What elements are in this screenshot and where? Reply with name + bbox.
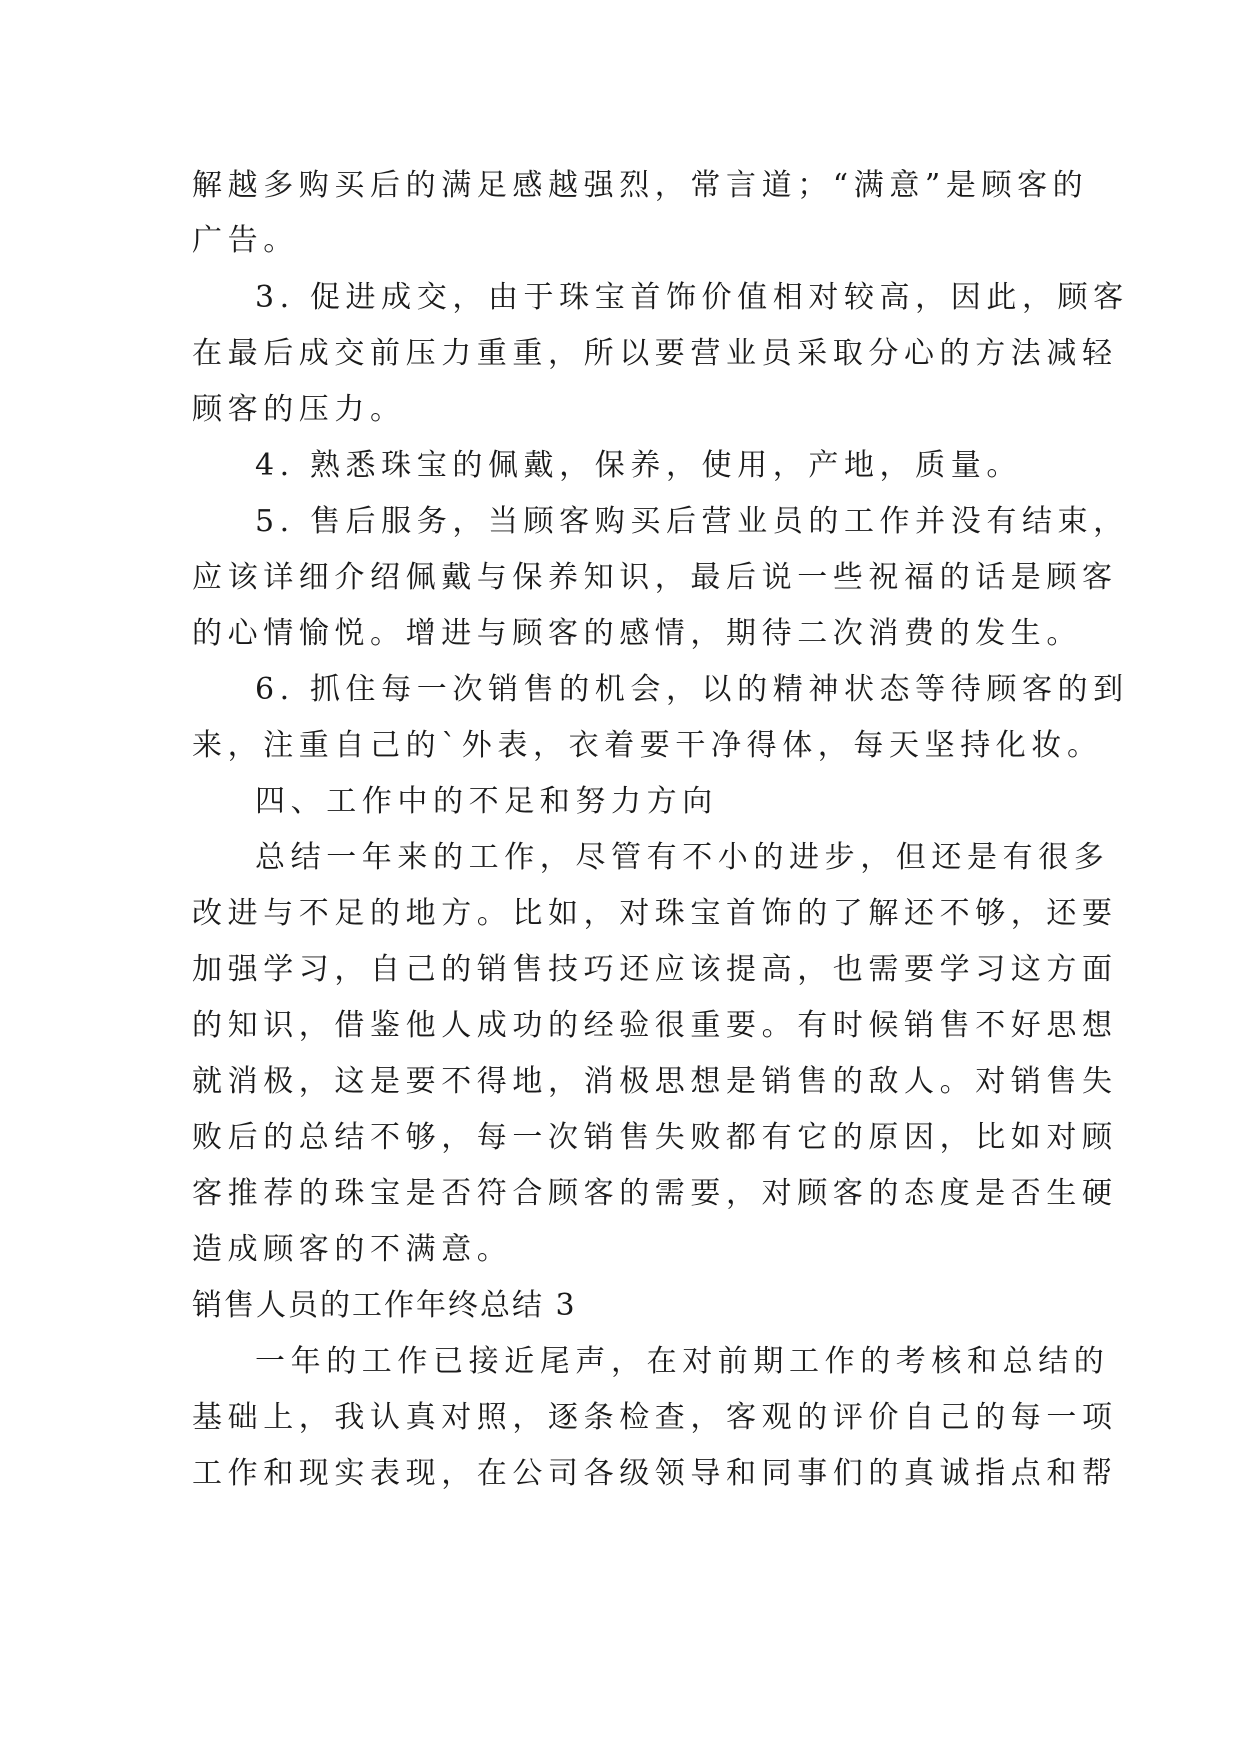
list-item-4: 4. 熟悉珠宝的佩戴，保养，使用，产地，质量。 (255, 448, 1022, 483)
text-line: 改进与不足的地方。比如，对珠宝首饰的了解还不够，还要 (192, 896, 1118, 931)
text-line: 的知识，借鉴他人成功的经验很重要。有时候销售不好思想 (192, 1008, 1118, 1043)
section-heading: 四、工作中的不足和努力方向 (255, 784, 718, 819)
paragraph-start: 一年的工作已接近尾声，在对前期工作的考核和总结的 (255, 1344, 1110, 1379)
text-line: 顾客的压力。 (192, 392, 406, 427)
text-line: 应该详细介绍佩戴与保养知识，最后说一些祝福的话是顾客 (192, 560, 1118, 595)
paragraph-start: 总结一年来的工作，尽管有不小的进步，但还是有很多 (255, 840, 1110, 875)
text-line: 基础上，我认真对照，逐条检查，客观的评价自己的每一项 (192, 1400, 1118, 1435)
text-line: 就消极，这是要不得地，消极思想是销售的敌人。对销售失 (192, 1064, 1118, 1099)
text-line: 败后的总结不够，每一次销售失败都有它的原因，比如对顾 (192, 1120, 1118, 1155)
text-line: 造成顾客的不满意。 (192, 1232, 513, 1267)
text-line: 客推荐的珠宝是否符合顾客的需要，对顾客的态度是否生硬 (192, 1176, 1118, 1211)
text-line: 广告。 (192, 223, 299, 258)
document-title: 销售人员的工作年终总结 3 (192, 1288, 577, 1323)
list-item-6: 6. 抓住每一次销售的机会，以的精神状态等待顾客的到 (255, 672, 1129, 707)
text-line: 的心情愉悦。增进与顾客的感情，期待二次消费的发生。 (192, 616, 1082, 651)
text-line: 来，注重自己的`外表，衣着要干净得体，每天坚持化妆。 (192, 728, 1103, 763)
list-item-5: 5. 售后服务，当顾客购买后营业员的工作并没有结束， (255, 504, 1129, 539)
text-line: 加强学习，自己的销售技巧还应该提高，也需要学习这方面 (192, 952, 1118, 987)
text-line: 解越多购买后的满足感越强烈，常言道；“满意”是顾客的 (192, 168, 1089, 203)
list-item-3: 3. 促进成交，由于珠宝首饰价值相对较高，因此，顾客 (255, 280, 1129, 315)
text-line: 工作和现实表现，在公司各级领导和同事们的真诚指点和帮 (192, 1456, 1118, 1491)
text-line: 在最后成交前压力重重，所以要营业员采取分心的方法减轻 (192, 336, 1118, 371)
